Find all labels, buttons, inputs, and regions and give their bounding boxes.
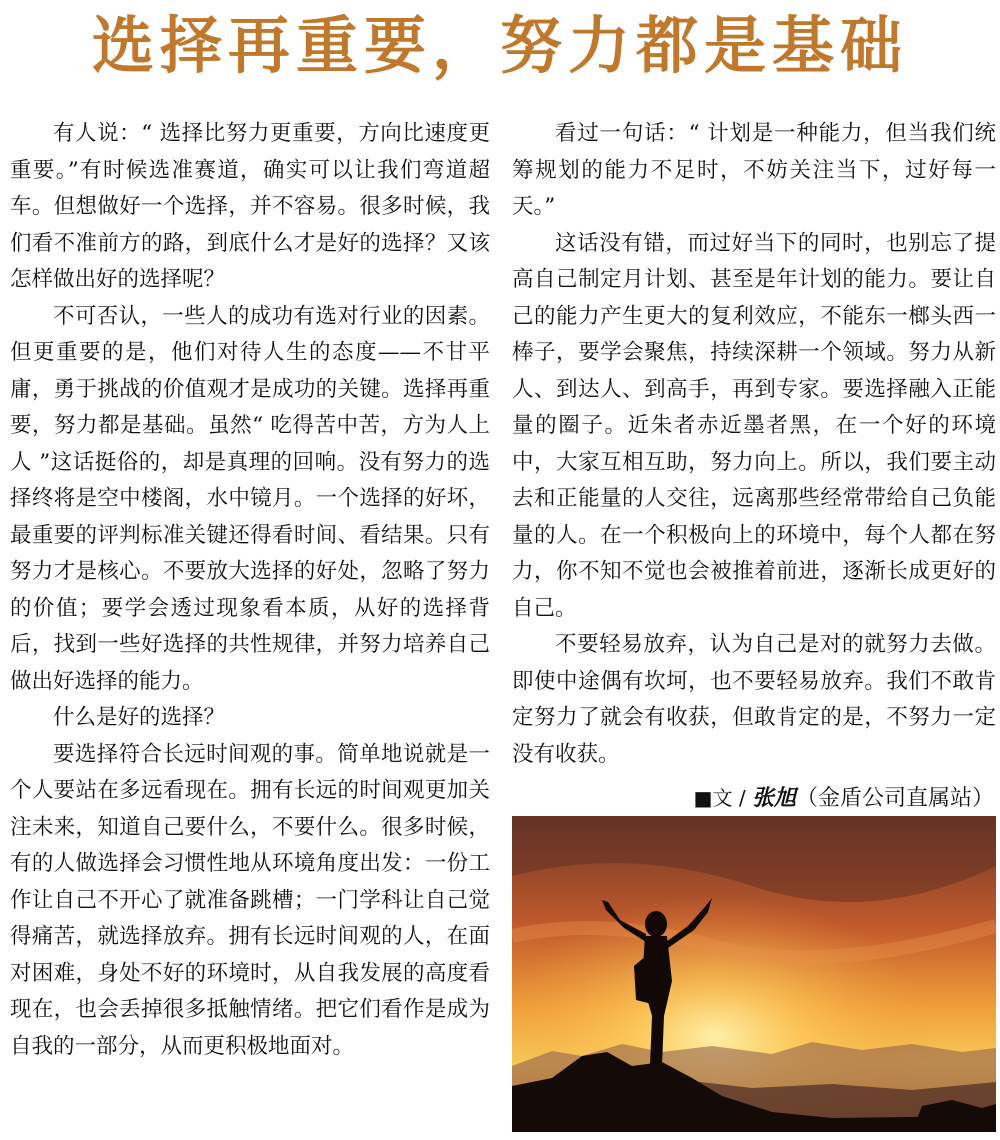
- author-org: （金盾公司直属站）: [795, 786, 994, 811]
- sunset-silhouette-image: [512, 816, 996, 1132]
- article-title: 选择再重要，努力都是基础: [91, 9, 908, 82]
- paragraph: 要选择符合长远时间观的事。简单地说就是一个人要站在多远看现在。拥有长远的时间观更加关注未来，知道自己要什么，不要什么。很多时候，有的人做选择会习惯性地从环境角度出发：一份工作让自己不开心了就准备跳槽；一门学科让自己觉得痛苦，就选择放弃。拥有长远时间观的人，在面对困难，身处不好的环境时，从自我发展的高度看现在，也会丢掉很多抵触情绪。把它们看作是成为自我的一部分，从而更积极地面对。: [10, 741, 490, 1059]
- right-column: [512, 116, 996, 773]
- paragraph: 这话没有错，而过好当下的同时，也别忘了提高自己制定月计划、甚至是年计划的能力。要让自己的能力产生更大的复利效应，不能东一榔头西一棒子，要学会聚焦，持续深耕一个领域。努力从新人、到达人、到高手，再到专家。要选择融入正能量的圈子。近朱者赤近墨者黑，在一个好的环境中，大家互相互助，努力向上。所以，我们要主动去和正能量的人交往，远离那些经常带给自己负能量的人。在一个积极向上的环境中，每个人都在努力，你不知不觉也会被推着前进，逐渐长成更好的自己。: [512, 230, 996, 621]
- byline-marker: ■文 /: [693, 786, 752, 810]
- paragraph: 不要轻易放弃，认为自己是对的就努力去做。即使中途偶有坎坷，也不要轻易放弃。我们不敢肯定努力了就会有收获，但敢肯定的是，不努力一定没有收获。: [512, 632, 996, 767]
- paragraph: 有人说：“ 选择比努力更重要，方向比速度更重要。”有时候选准赛道，确实可以让我们弯道超车。但想做好一个选择，并不容易。很多时候，我们看不准前方的路，到底什么才是好的选择？又该怎样做出好的选择呢？: [10, 121, 490, 292]
- left-column: [10, 116, 490, 1065]
- byline: [694, 780, 994, 817]
- author-name: 张旭: [751, 785, 796, 811]
- paragraph: 不可否认，一些人的成功有选对行业的因素。但更重要的是，他们对待人生的态度——不甘平庸，勇于挑战的价值观才是成功的关键。选择再重要，努力都是基础。虽然“ 吃得苦中苦，方为人上人 ”这话挺俗的，却是真理的回响。没有努力的选择终将是空中楼阁，水中镜月。一个选择的好坏，最重要的评判标准关键还得看时间、看结果。只有努力才是核心。不要放大选择的好处，忽略了努力的价值；要学会透过现象看本质，从好的选择背后，找到一些好选择的共性规律，并努力培养自己做出好选择的能力。: [10, 303, 490, 694]
- paragraph: 看过一句话：“ 计划是一种能力，但当我们统筹规划的能力不足时，不妨关注当下，过好每一天。”: [512, 121, 996, 219]
- section-question: 什么是好的选择？: [53, 705, 226, 730]
- sunset-photo: [512, 816, 996, 1132]
